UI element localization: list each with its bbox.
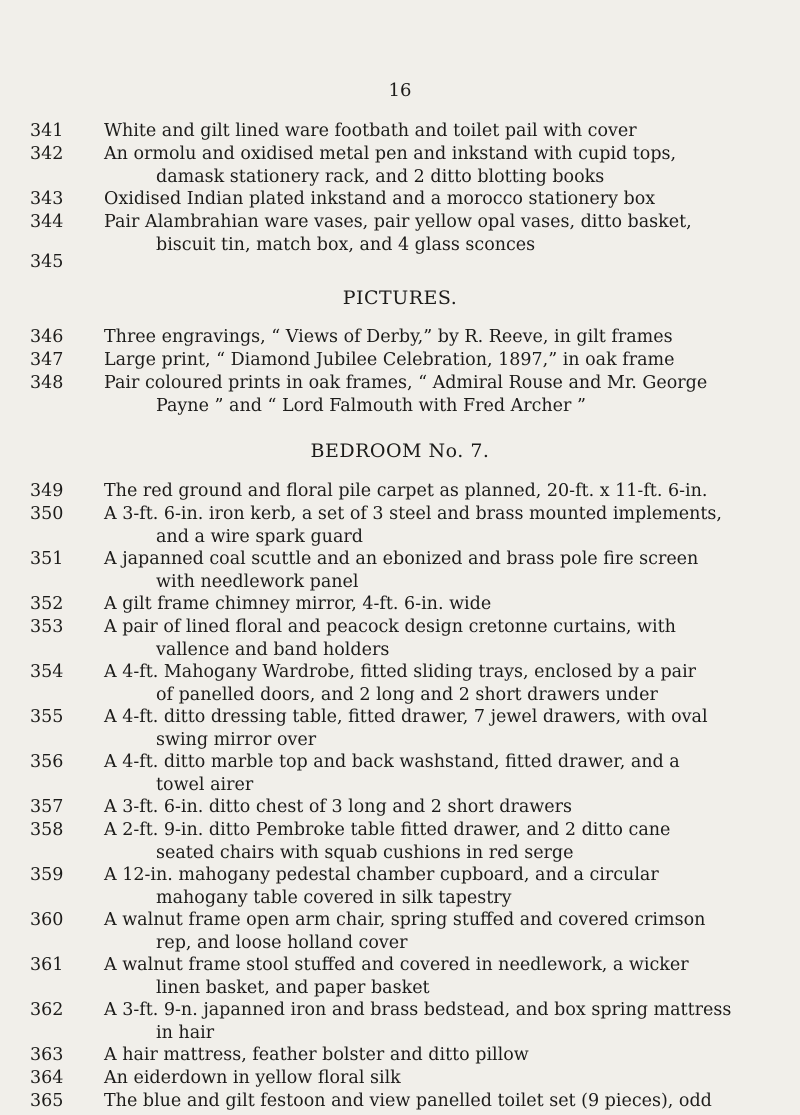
lot-description-cont: linen basket, and paper basket xyxy=(156,977,430,998)
lot-description-cont: vallence and band holders xyxy=(156,639,390,660)
lot-362 xyxy=(30,999,794,1044)
lot-description: Pair coloured prints in oak frames, “ Admiral Rouse and Mr. George xyxy=(104,373,708,393)
lot-description-cont: Payne ” and “ Lord Falmouth with Fred Archer ” xyxy=(156,395,586,416)
lot-description-cont: rep, and loose holland cover xyxy=(156,932,408,953)
lot-350 xyxy=(30,503,794,548)
lot-description: A walnut frame open arm chair, spring stuffed and covered crimson xyxy=(104,910,706,930)
lot-description-cont: and a wire spark guard xyxy=(156,526,363,547)
lot-description-cont: mahogany table covered in silk tapestry xyxy=(156,887,512,908)
lot-description: A 3-ft. 6-in. ditto chest of 3 long and 2 short drawers xyxy=(104,797,572,817)
lot-description-cont: damask stationery rack, and 2 ditto blotting books xyxy=(156,166,605,187)
lot-description: A 2-ft. 9-in. ditto Pembroke table fitted drawer, and 2 ditto cane xyxy=(104,820,671,840)
lot-description-cont: biscuit tin, match box, and 4 glass sconces xyxy=(156,234,536,255)
lot-number: 347 xyxy=(30,350,64,370)
lot-348 xyxy=(30,372,794,417)
lot-number: 354 xyxy=(30,662,64,682)
lot-number: 365 xyxy=(30,1091,64,1111)
lot-description: A pair of lined floral and peacock design cretonne curtains, with xyxy=(104,617,676,637)
lot-352 xyxy=(30,593,794,616)
section-heading-bedroom: BEDROOM No. 7. xyxy=(310,440,490,462)
lot-description: Three engravings, “ Views of Derby,” by R. Reeve, in gilt frames xyxy=(104,327,673,347)
lot-description: Oxidised Indian plated inkstand and a morocco stationery box xyxy=(104,189,656,209)
lot-number: 341 xyxy=(30,121,64,141)
lot-365 xyxy=(30,1090,794,1115)
lot-347 xyxy=(30,349,794,372)
lot-number: 342 xyxy=(30,144,64,164)
lot-number: 357 xyxy=(30,797,64,817)
lot-358 xyxy=(30,819,794,864)
lot-number: 348 xyxy=(30,373,64,393)
lot-342 xyxy=(30,143,794,188)
lot-number: 345 xyxy=(30,252,64,272)
lot-number: 364 xyxy=(30,1068,64,1088)
lot-description: An ormolu and oxidised metal pen and inkstand with cupid tops, xyxy=(104,144,677,164)
lot-description: A hair mattress, feather bolster and ditto pillow xyxy=(104,1045,529,1065)
lot-349 xyxy=(30,480,794,503)
lot-description-cont: of panelled doors, and 2 long and 2 short drawers under xyxy=(156,684,658,705)
lot-356 xyxy=(30,751,794,796)
lot-description: A gilt frame chimney mirror, 4-ft. 6-in. wide xyxy=(104,594,492,614)
lot-364 xyxy=(30,1067,794,1090)
lot-359 xyxy=(30,864,794,909)
lot-351 xyxy=(30,548,794,593)
lot-description: A 4-ft. Mahogany Wardrobe, fitted sliding trays, enclosed by a pair xyxy=(104,662,697,682)
lot-number: 360 xyxy=(30,910,64,930)
lot-description: The blue and gilt festoon and view panelled toilet set (9 pieces), odd xyxy=(104,1091,712,1111)
lot-number: 355 xyxy=(30,707,64,727)
lot-343 xyxy=(30,188,794,211)
lot-number: 350 xyxy=(30,504,64,524)
lot-number: 352 xyxy=(30,594,64,614)
lot-number: 349 xyxy=(30,481,64,501)
lot-number: 353 xyxy=(30,617,64,637)
lot-number: 359 xyxy=(30,865,64,885)
lot-355 xyxy=(30,706,794,751)
lot-360 xyxy=(30,909,794,954)
lot-description: A 12-in. mahogany pedestal chamber cupboard, and a circular xyxy=(104,865,659,885)
lot-number: 344 xyxy=(30,212,64,232)
lot-number: 362 xyxy=(30,1000,64,1020)
lot-346 xyxy=(30,326,794,349)
lot-number: 343 xyxy=(30,189,64,209)
lot-number: 346 xyxy=(30,327,64,347)
lot-number: 356 xyxy=(30,752,64,772)
lot-description-cont: swing mirror over xyxy=(156,729,317,750)
lot-description-cont: in hair xyxy=(156,1022,215,1043)
lot-361 xyxy=(30,954,794,999)
lot-357 xyxy=(30,796,794,819)
lot-number: 363 xyxy=(30,1045,64,1065)
lot-description: A 4-ft. ditto dressing table, fitted drawer, 7 jewel drawers, with oval xyxy=(104,707,708,727)
lot-description-cont: seated chairs with squab cushions in red serge xyxy=(156,842,574,863)
page-number: 16 xyxy=(388,80,412,101)
lot-description: A walnut frame stool stuffed and covered in needlework, a wicker xyxy=(104,955,689,975)
lot-description: The red ground and floral pile carpet as planned, 20-ft. x 11-ft. 6-in. xyxy=(104,481,708,501)
lot-353 xyxy=(30,616,794,661)
section-heading-pictures: PICTURES. xyxy=(342,287,458,309)
lot-354 xyxy=(30,661,794,706)
lot-number: 361 xyxy=(30,955,64,975)
lot-description: An eiderdown in yellow floral silk xyxy=(104,1068,401,1088)
lot-description: A 3-ft. 6-in. iron kerb, a set of 3 steel and brass mounted implements, xyxy=(104,504,722,524)
lot-description: A 3-ft. 9-n. japanned iron and brass bedstead, and box spring mattress xyxy=(104,1000,732,1020)
lot-description: Large print, “ Diamond Jubilee Celebration, 1897,” in oak frame xyxy=(104,350,675,370)
lot-description: Pair Alambrahian ware vases, pair yellow opal vases, ditto basket, xyxy=(104,212,692,232)
lot-341 xyxy=(30,120,794,143)
lot-number: 351 xyxy=(30,549,64,569)
lot-363 xyxy=(30,1044,794,1067)
lot-description: A 4-ft. ditto marble top and back washstand, fitted drawer, and a xyxy=(104,752,680,772)
lot-description-cont: towel airer xyxy=(156,774,254,795)
lot-number: 358 xyxy=(30,820,64,840)
lot-description: A japanned coal scuttle and an ebonized and brass pole fire screen xyxy=(104,549,699,569)
lot-344 xyxy=(30,211,794,256)
lot-description-cont: with needlework panel xyxy=(156,571,359,592)
lot-description: White and gilt lined ware footbath and toilet pail with cover xyxy=(104,121,637,141)
